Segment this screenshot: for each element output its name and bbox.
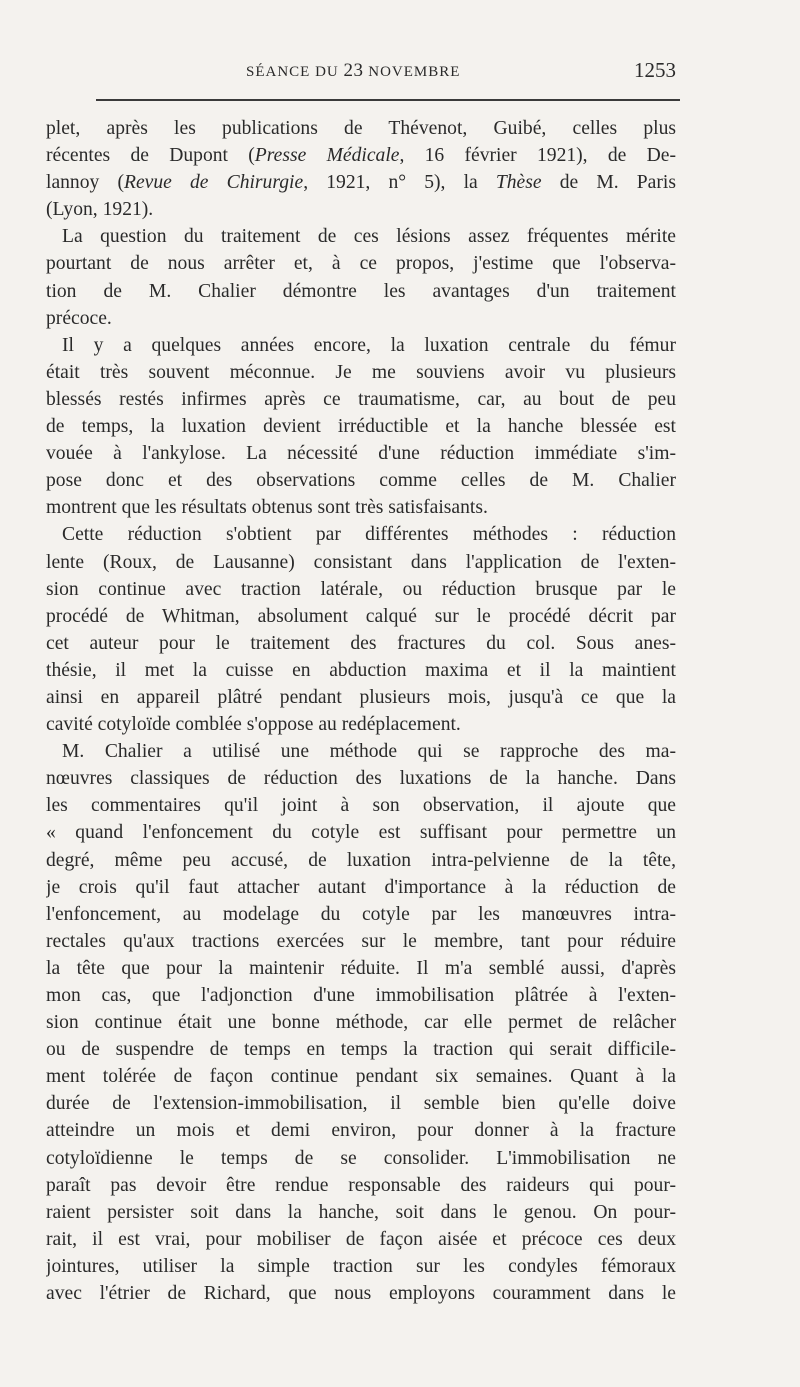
text-run: jointures, utiliser la simple traction sur les condyles fémoraux — [46, 1255, 676, 1277]
text-run: de M. Paris — [541, 172, 676, 194]
text-run: cotyloïdienne le temps de se consolider. L'immobilisation ne — [46, 1147, 676, 1169]
text-run: rectales qu'aux tractions exercées sur le membre, tant pour réduire — [46, 930, 676, 952]
text-line — [46, 115, 676, 142]
text-run: La question du traitement de ces lésions assez fréquentes mérite — [62, 226, 676, 248]
text-run: pourtant de nous arrêter et, à ce propos, j'estime que l'observa- — [46, 253, 676, 275]
text-line — [46, 765, 676, 792]
text-line — [46, 494, 676, 521]
text-run: cet auteur pour le traitement des fractures du col. Sous anes- — [46, 632, 676, 654]
text-line — [46, 250, 676, 277]
text-line — [46, 982, 676, 1009]
text-run: raient persister soit dans la hanche, soit dans le genou. On pour- — [46, 1201, 676, 1223]
text-line — [46, 684, 676, 711]
document-page — [46, 0, 676, 1387]
text-line — [46, 1226, 676, 1253]
text-run: Cette réduction s'obtient par différentes méthodes : réduction — [62, 524, 676, 546]
text-run: récentes de Dupont ( — [46, 145, 255, 167]
text-line — [46, 196, 676, 223]
running-header — [46, 58, 676, 88]
text-run: mon cas, que l'adjonction d'une immobilisation plâtrée à l'exten- — [46, 985, 676, 1006]
text-run: , 1921, n° 5), la — [303, 172, 496, 194]
text-run: les commentaires qu'il joint à son observation, il ajoute que — [46, 795, 676, 817]
text-line — [46, 630, 676, 657]
text-run: ainsi en appareil plâtré pendant plusieurs mois, jusqu'à ce que la — [46, 686, 676, 708]
text-line — [46, 928, 676, 955]
text-line — [46, 142, 676, 169]
text-line — [46, 305, 676, 332]
text-line — [46, 738, 676, 765]
text-line — [46, 847, 676, 874]
text-line — [46, 1090, 676, 1117]
text-run: lente (Roux, de Lausanne) consistant dans l'application de l'exten- — [46, 551, 676, 573]
text-run: je crois qu'il faut attacher autant d'importance à la réduction de — [46, 876, 676, 898]
header-day: 23 — [343, 60, 364, 81]
text-line — [46, 874, 676, 901]
text-line — [46, 901, 676, 928]
text-run: était très souvent méconnue. Je me souviens avoir vu plusieurs — [46, 361, 676, 383]
text-run: précoce. — [46, 307, 112, 329]
text-line — [46, 576, 676, 603]
text-run: , 16 février 1921), de De- — [399, 145, 676, 167]
text-run: tion de M. Chalier démontre les avantages d'un traitement — [46, 280, 676, 302]
text-line — [46, 1172, 676, 1199]
text-line — [46, 603, 676, 630]
body-text — [46, 115, 676, 1307]
text-run: nœuvres classiques de réduction des luxations de la hanche. Dans — [46, 768, 676, 790]
text-line — [46, 467, 676, 494]
text-line — [46, 955, 676, 982]
italic-text: Presse Médicale — [254, 145, 400, 167]
header-rule — [96, 99, 680, 101]
text-line — [46, 332, 676, 359]
text-line — [46, 1280, 676, 1307]
text-run: « quand l'enfoncement du cotyle est suffisant pour permettre un — [46, 822, 676, 844]
text-line — [46, 169, 676, 196]
text-run: vouée à l'ankylose. La nécessité d'une réduction immédiate s'im- — [46, 443, 676, 465]
text-run: atteindre un mois et demi environ, pour donner à la fracture — [46, 1120, 676, 1142]
text-line — [46, 1009, 676, 1036]
page-number: 1253 — [634, 58, 676, 82]
header-title-prefix: SÉANCE DU — [246, 64, 339, 80]
text-line — [46, 711, 676, 738]
text-run: sion continue était une bonne méthode, car elle permet de relâcher — [46, 1012, 676, 1034]
text-line — [46, 1199, 676, 1226]
text-run: blessés restés infirmes après ce traumatisme, car, au bout de peu — [46, 388, 676, 410]
text-run: Il y a quelques années encore, la luxation centrale du fémur — [62, 334, 676, 356]
text-line — [46, 1036, 676, 1063]
text-line — [46, 657, 676, 684]
text-run: procédé de Whitman, absolument calqué sur le procédé décrit par — [46, 605, 676, 627]
text-line — [46, 819, 676, 846]
text-run: cavité cotyloïde comblée s'oppose au redéplacement. — [46, 714, 461, 736]
text-run: thésie, il met la cuisse en abduction maxima et il la maintient — [46, 659, 676, 681]
text-run: avec l'étrier de Richard, que nous employons couramment dans le — [46, 1283, 676, 1305]
text-run: lannoy ( — [46, 172, 124, 194]
text-run: (Lyon, 1921). — [46, 199, 154, 221]
text-line — [46, 386, 676, 413]
text-run: montrent que les résultats obtenus sont très satisfaisants. — [46, 497, 488, 519]
text-line — [46, 413, 676, 440]
text-line — [46, 223, 676, 250]
text-run: pose donc et des observations comme celles de M. Chalier — [46, 470, 676, 492]
text-line — [46, 521, 676, 548]
text-line — [46, 1145, 676, 1172]
header-month: NOVEMBRE — [368, 64, 461, 80]
text-run: ou de suspendre de temps en temps la traction qui serait difficile- — [46, 1039, 676, 1061]
text-line — [46, 1063, 676, 1090]
text-line — [46, 792, 676, 819]
header-title — [246, 60, 460, 82]
text-line — [46, 440, 676, 467]
text-run: plet, après les publications de Thévenot, Guibé, celles plus — [46, 118, 676, 139]
text-line — [46, 1253, 676, 1280]
text-run: rait, il est vrai, pour mobiliser de façon aisée et précoce ces deux — [46, 1228, 676, 1250]
text-line — [46, 549, 676, 576]
text-run: M. Chalier a utilisé une méthode qui se rapproche des ma- — [62, 741, 676, 763]
text-run: degré, même peu accusé, de luxation intra-pelvienne de la tête, — [46, 849, 676, 871]
text-run: sion continue avec traction latérale, ou réduction brusque par le — [46, 578, 676, 600]
italic-text: Revue de Chirurgie — [124, 172, 304, 194]
text-run: de temps, la luxation devient irréductible et la hanche blessée est — [46, 416, 676, 438]
text-line — [46, 1117, 676, 1144]
italic-text: Thèse — [495, 172, 542, 194]
text-run: l'enfoncement, au modelage du cotyle par les manœuvres intra- — [46, 903, 676, 925]
text-run: paraît pas devoir être rendue responsable des raideurs qui pour- — [46, 1174, 676, 1196]
text-run: durée de l'extension-immobilisation, il semble bien qu'elle doive — [46, 1093, 676, 1115]
text-run: ment tolérée de façon continue pendant six semaines. Quant à la — [46, 1066, 676, 1088]
text-run: la tête que pour la maintenir réduite. Il m'a semblé aussi, d'après — [46, 957, 676, 979]
text-line — [46, 359, 676, 386]
text-line — [46, 278, 676, 305]
